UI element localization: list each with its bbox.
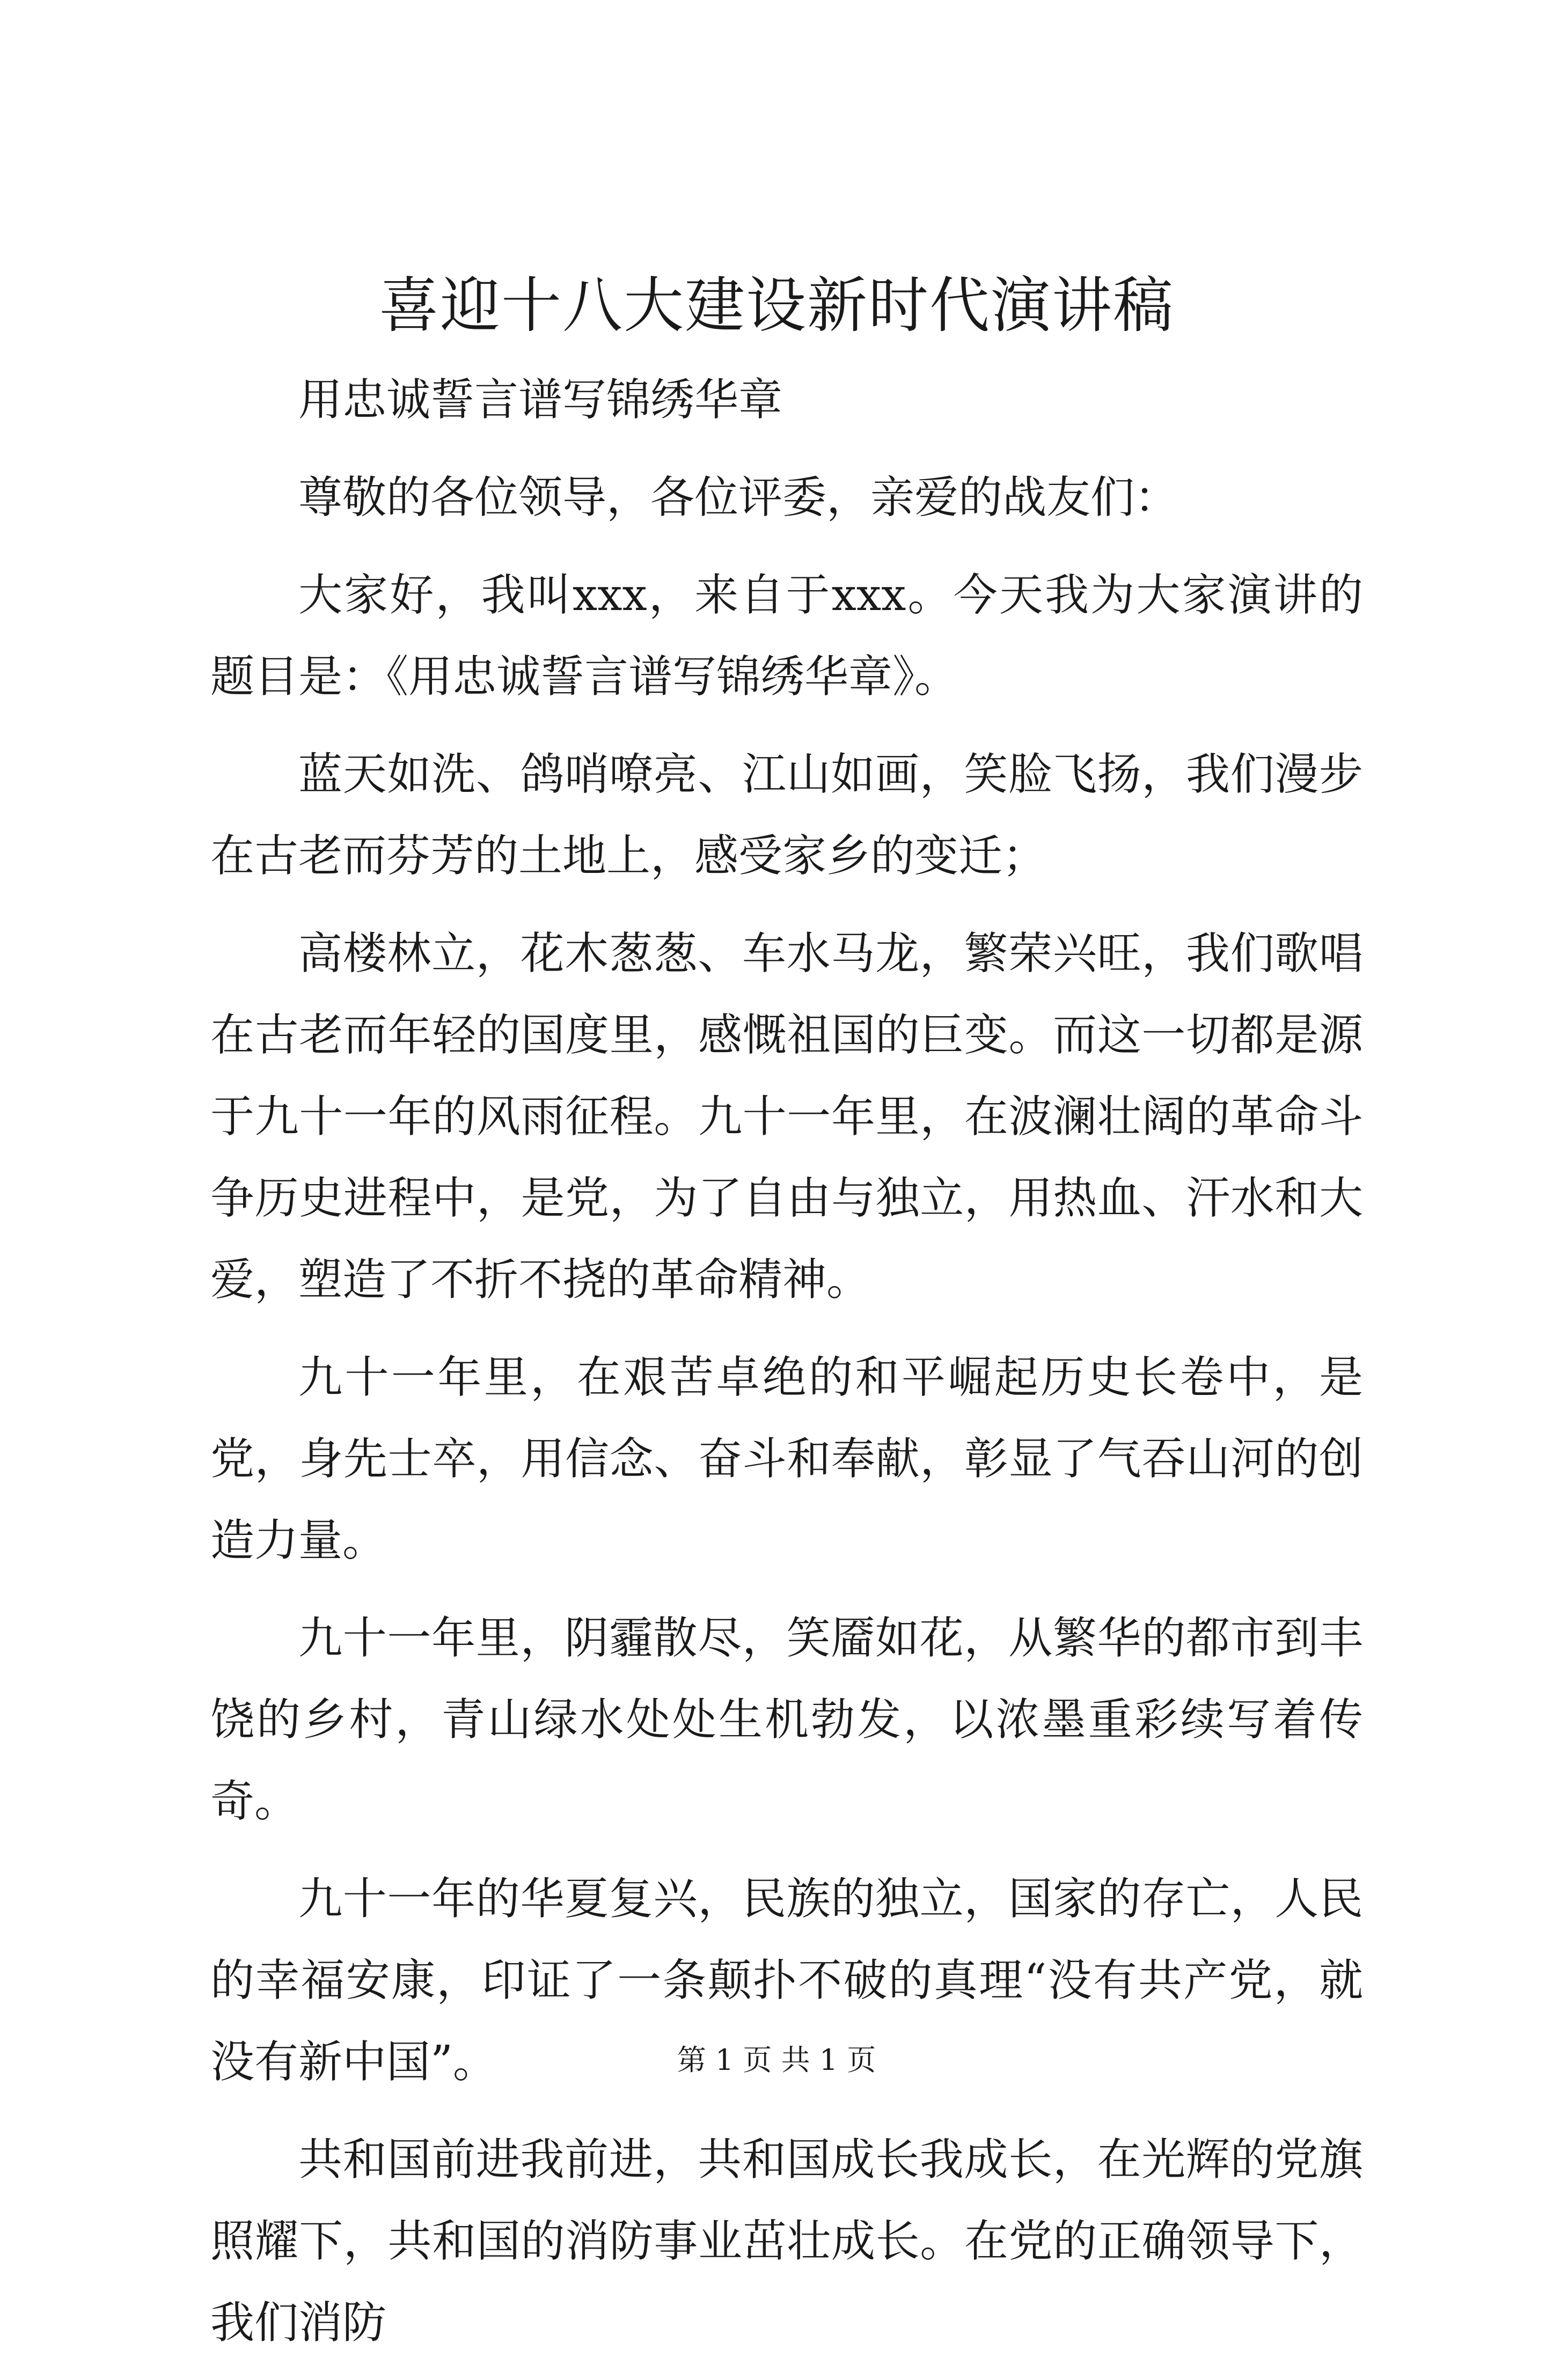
- paragraph-subtitle: 用忠诚誓言谱写锦绣华章: [298, 374, 783, 425]
- paragraph-introduction: 大家好，我叫xxx，来自于xxx。今天我为大家演讲的题目是：《用忠诚誓言谱写锦绣华章》。: [210, 570, 1363, 702]
- paragraph: 九十一年里，在艰苦卓绝的和平崛起历史长卷中，是党，身先士卒，用信念、奋斗和奉献，彰显了气吞山河的创造力量。: [210, 1352, 1363, 1566]
- paragraph: 共和国前进我前进，共和国成长我成长，在光辉的党旗照耀下，共和国的消防事业茁壮成长。在党的正确领导下，我们消防: [210, 2134, 1363, 2348]
- document-title: 喜迎十八大建设新时代演讲稿: [379, 271, 1174, 341]
- paragraph: 蓝天如洗、鸽哨嘹亮、江山如画，笑脸飞扬，我们漫步在古老而芬芳的土地上，感受家乡的变迁；: [210, 749, 1363, 882]
- paragraph: 九十一年里，阴霾散尽，笑靥如花，从繁华的都市到丰饶的乡村，青山绿水处处生机勃发，以浓墨重彩续写着传奇。: [210, 1613, 1363, 1827]
- paragraph-greeting: 尊敬的各位领导，各位评委，亲爱的战友们：: [298, 472, 1179, 523]
- page-number-footer: 第 1 页 共 1 页: [677, 2043, 876, 2077]
- paragraph: 高楼林立，花木葱葱、车水马龙，繁荣兴旺，我们歌唱在古老而年轻的国度里，感慨祖国的巨变。而这一切都是源于九十一年的风雨征程。九十一年里，在波澜壮阔的革命斗争历史进程中，是党，为了自由与独立，用热血、汗水和大爱，塑造了不折不挠的革命精神。: [210, 928, 1363, 1305]
- paragraph: 九十一年的华夏复兴，民族的独立，国家的存亡，人民的幸福安康，印证了一条颠扑不破的真理“没有共产党，就没有新中国”。: [210, 1874, 1363, 2088]
